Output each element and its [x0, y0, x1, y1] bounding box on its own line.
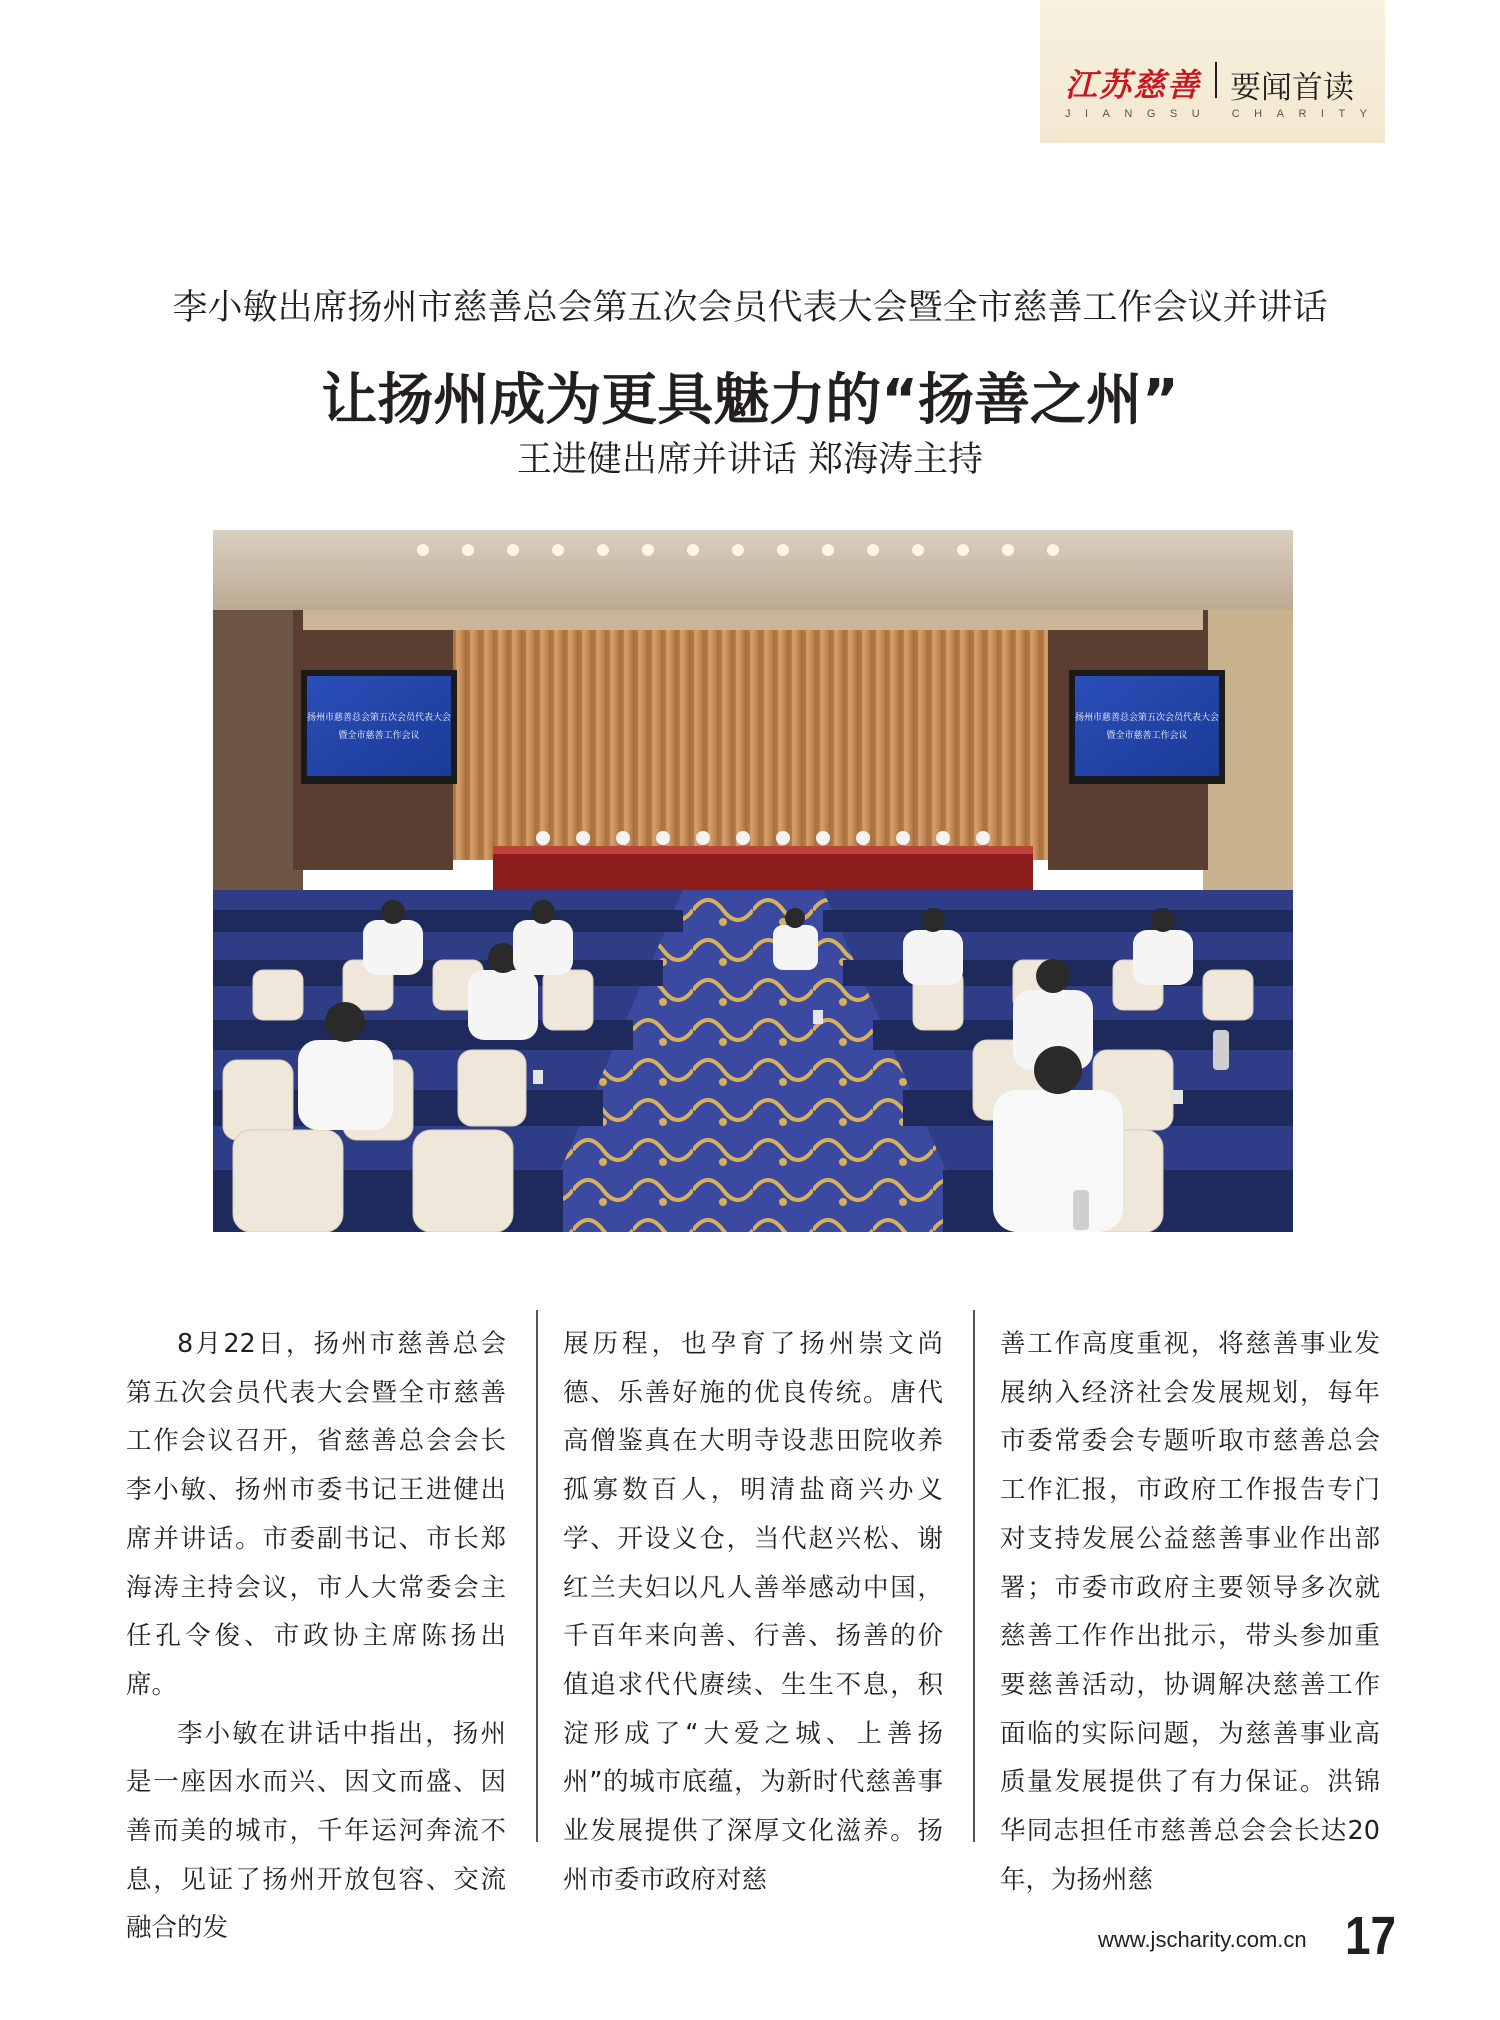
header-divider: [1215, 62, 1217, 98]
paragraph: 李小敏在讲话中指出，扬州是一座因水而兴、因文而盛、因善而美的城市，千年运河奔流不息，见证了扬州开放包容、交流融合的发: [126, 1718, 506, 1944]
screen-caption-right-line2: 暨全市慈善工作会议: [1106, 731, 1188, 741]
article-column-3: [1000, 1320, 1380, 1904]
footer-website: www.jscharity.com.cn: [1098, 1927, 1307, 1952]
paragraph: 善工作高度重视，将慈善事业发展纳入经济社会发展规划，每年市委常委会专题听取市慈善总会工作汇报，市政府工作报告专门对支持发展公益慈善事业作出部署；市委市政府主要领导多次就慈善工作作出批示，带头参加重要慈善活动，协调解决慈善工作面临的实际问题，为慈善事业高质量发展提供了有力保证。洪锦华同志担任市慈善总会会长达20年，为扬州慈: [1000, 1329, 1380, 1895]
article-column-1: [126, 1320, 506, 1953]
column-divider: [536, 1310, 538, 1842]
article-headline: 让扬州成为更具魅力的“扬善之州”: [321, 368, 1179, 433]
article-column-2: [563, 1320, 943, 1904]
screen-caption-left-line2: 暨全市慈善工作会议: [338, 731, 420, 741]
column-divider: [973, 1310, 975, 1842]
paragraph: 展历程，也孕育了扬州崇文尚德、乐善好施的优良传统。唐代高僧鉴真在大明寺设悲田院收养孤寡数百人，明清盐商兴办义学、开设义仓，当代赵兴松、谢红兰夫妇以凡人善举感动中国，千百年来向善、行善、扬善的价值追求代代赓续、生生不息，积淀形成了“大爱之城、上善扬州”的城市底蕴，为新时代慈善事业发展提供了深厚文化滋养。扬州市委市政府对慈: [563, 1329, 943, 1895]
brand-english-name: JIANGSU CHARITY: [1065, 108, 1382, 120]
article-kicker: 李小敏出席扬州市慈善总会第五次会员代表大会暨全市慈善工作会议并讲话: [172, 288, 1328, 328]
section-name: 要闻首读: [1230, 70, 1354, 106]
article-subhead: 王进健出席并讲话 郑海涛主持: [516, 440, 984, 480]
conference-photo: [213, 530, 1293, 1232]
screen-caption-right-line1: 扬州市慈善总会第五次会员代表大会: [1074, 713, 1220, 723]
screen-caption-left-line1: 扬州市慈善总会第五次会员代表大会: [306, 713, 452, 723]
paragraph: 8月22日，扬州市慈善总会第五次会员代表大会暨全市慈善工作会议召开，省慈善总会会长李小敏、扬州市委书记王进健出席并讲话。市委副书记、市长郑海涛主持会议，市人大常委会主任孔令俊、市政协主席陈扬出席。: [126, 1329, 506, 1700]
section-header-tab: [1040, 0, 1385, 143]
brand-logo-text: 江苏慈善: [1065, 66, 1202, 104]
page-number: 17: [1345, 1906, 1397, 1966]
